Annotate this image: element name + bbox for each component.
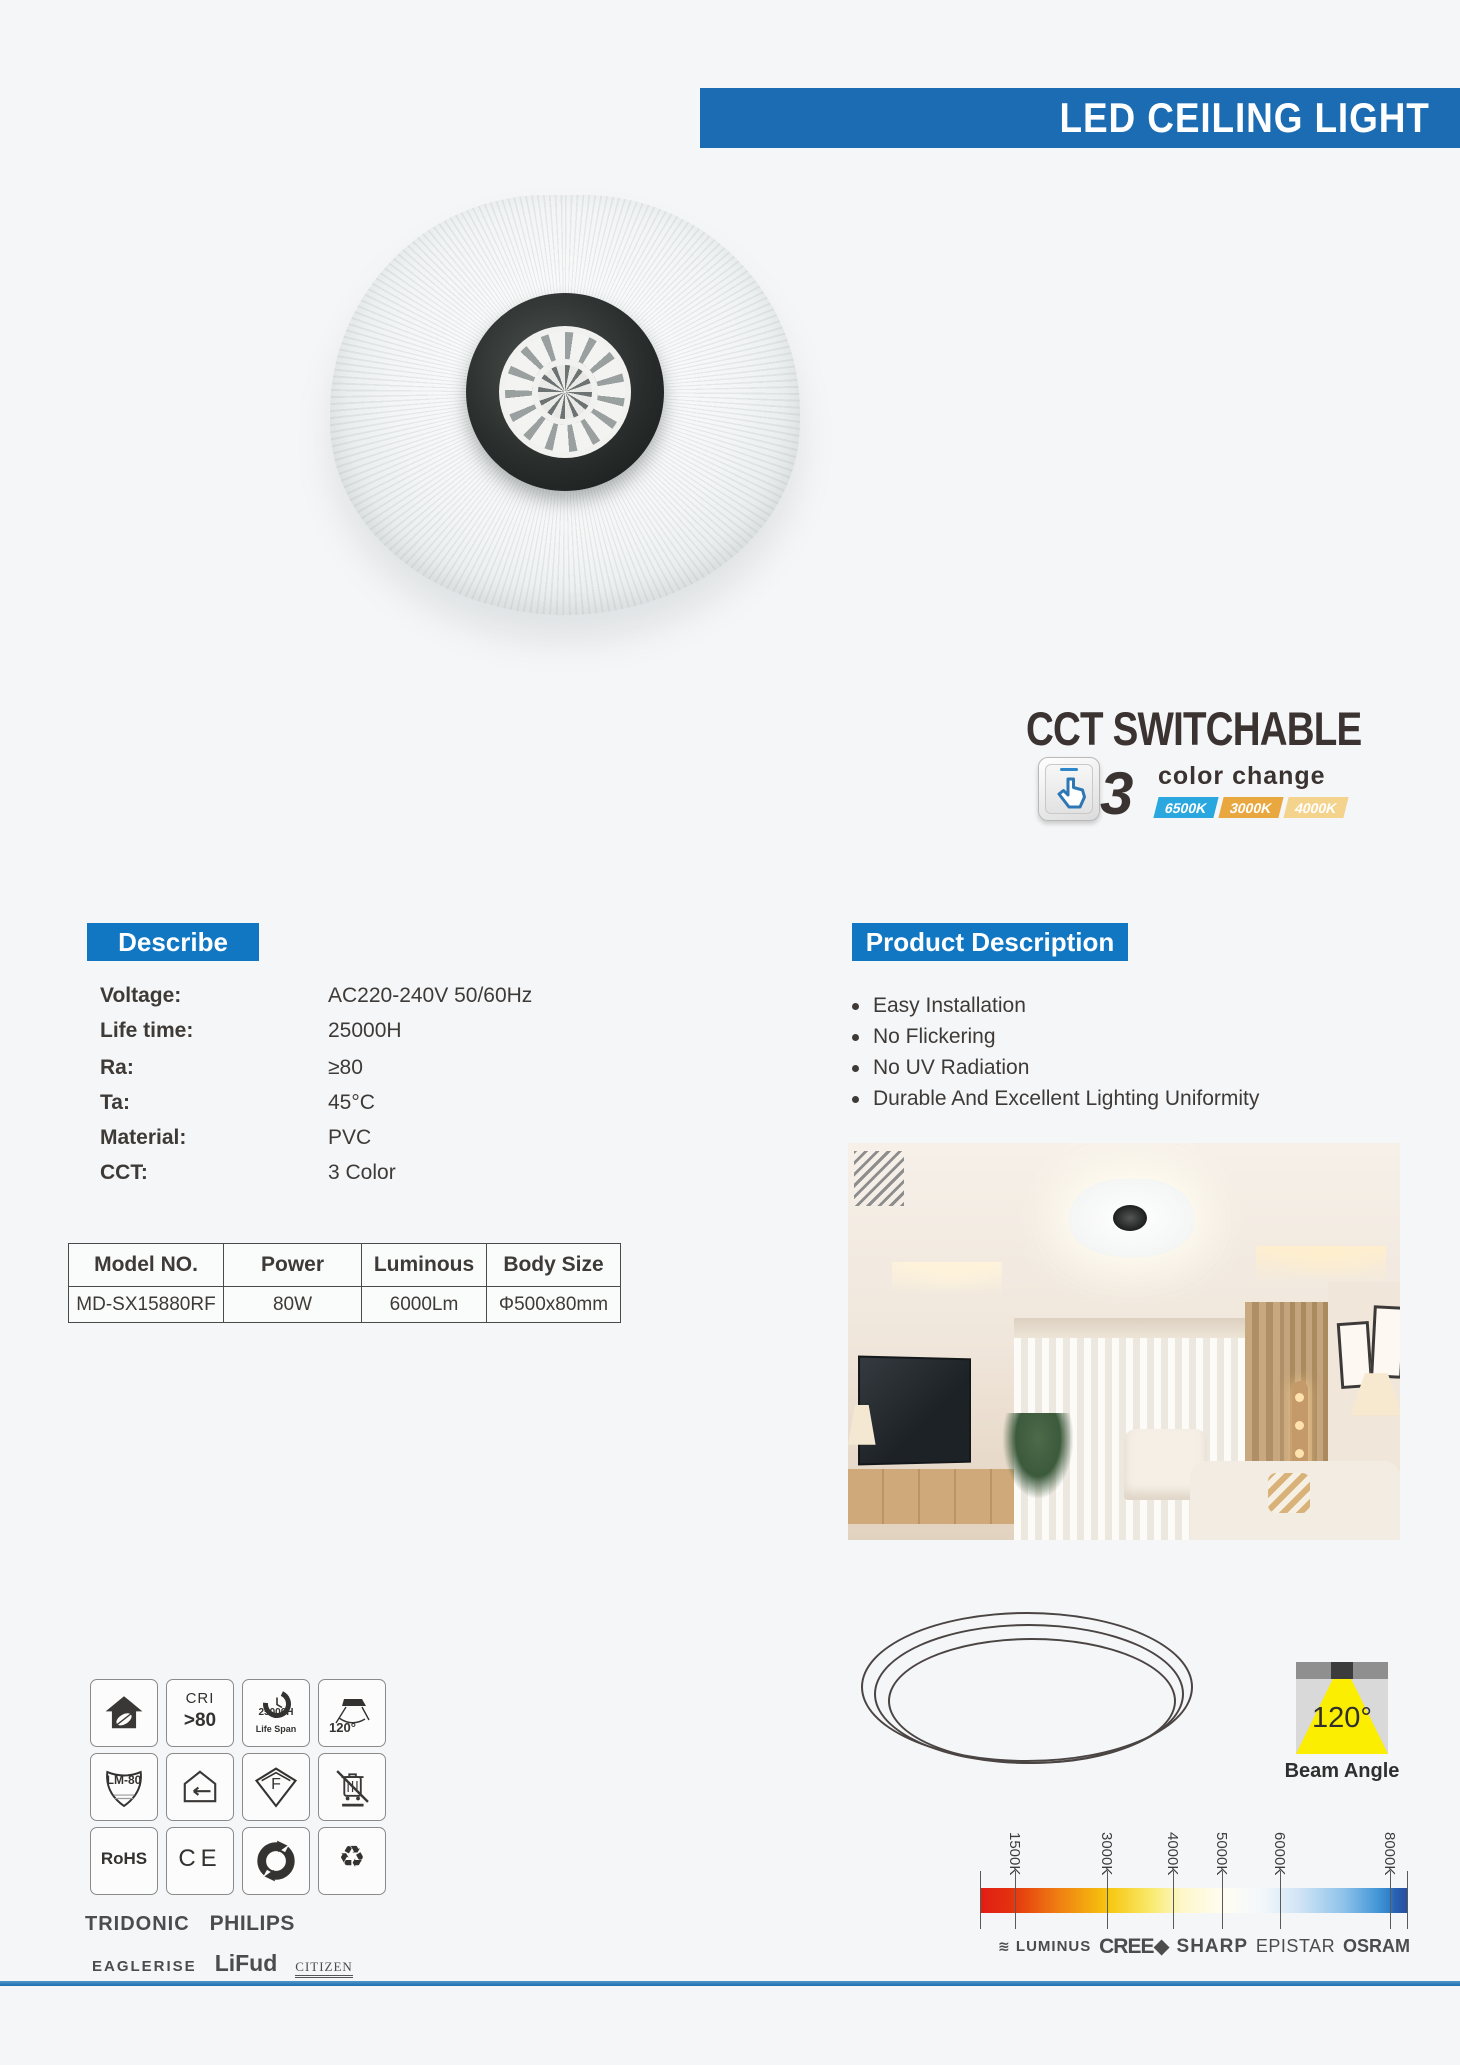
cri-label: CRI — [185, 1690, 215, 1707]
bullet-icon — [852, 1096, 859, 1103]
bullet-text: No Flickering — [873, 1025, 996, 1048]
spec-label: Ta: — [100, 1091, 130, 1114]
brand-osram: OSRAM — [1343, 1936, 1410, 1956]
brand-epistar: EPISTAR — [1255, 1936, 1336, 1956]
badge-4000k: 4000K — [1283, 797, 1348, 818]
cell-bodysize: Φ500x80mm — [487, 1287, 621, 1323]
beam-angle-icon — [1296, 1662, 1388, 1754]
plant — [1003, 1413, 1073, 1498]
badge-6500k: 6500K — [1153, 797, 1218, 818]
kelvin-label-3000: 3000K — [1098, 1832, 1115, 1876]
table-header-row — [69, 1244, 621, 1287]
driver-brands-row — [85, 1912, 295, 1936]
shield-icon — [101, 1764, 147, 1810]
spec-row-lifetime — [100, 1019, 660, 1049]
kelvin-label-6000: 6000K — [1271, 1832, 1288, 1876]
lifespan-hours: 25000H — [258, 1707, 294, 1718]
spec-value: ≥80 — [328, 1056, 363, 1079]
list-item — [852, 991, 1026, 1021]
rohs-label: RoHS — [100, 1849, 148, 1868]
cell-luminous: 6000Lm — [362, 1287, 487, 1323]
spec-row-material — [100, 1126, 660, 1156]
kelvin-tick — [1407, 1871, 1408, 1929]
f-label: F — [271, 1776, 281, 1793]
spec-value: 45°C — [328, 1091, 375, 1114]
page-title: LED CEILING LIGHT — [1059, 94, 1431, 141]
product-description-heading: Product Description — [852, 923, 1128, 961]
cell-model: MD-SX15880RF — [69, 1287, 224, 1323]
driver-brands-row2 — [92, 1950, 353, 1978]
spec-row-ra — [100, 1056, 660, 1086]
cct-badges — [1156, 797, 1346, 818]
color-change-label: color change — [1158, 762, 1326, 790]
zigzag-cushion — [1268, 1473, 1310, 1513]
kelvin-label-8000: 8000K — [1381, 1832, 1398, 1876]
badge-3000k: 3000K — [1218, 797, 1283, 818]
spec-label: Voltage: — [100, 984, 182, 1007]
cert-recycle — [318, 1827, 386, 1895]
cert-green-dot — [242, 1827, 310, 1895]
col-bodysize: Body Size — [487, 1244, 621, 1287]
list-item — [852, 1084, 1259, 1114]
describe-heading: Describe — [87, 923, 259, 961]
beam-angle-value: 120° — [329, 1720, 356, 1735]
brand-sharp: SHARP — [1176, 1935, 1249, 1957]
dimension-drawing-inner — [888, 1638, 1176, 1764]
spec-row-cct — [100, 1161, 660, 1191]
brand-cree: CREE◆ — [1099, 1935, 1169, 1958]
bullet-text: No UV Radiation — [873, 1056, 1030, 1079]
list-item — [852, 1022, 996, 1052]
product-image — [330, 195, 800, 615]
list-item — [852, 1053, 1029, 1083]
luminus-swoosh-icon: ≋ — [998, 1938, 1011, 1954]
cert-lifespan — [242, 1679, 310, 1747]
recessed-spots-left — [892, 1262, 1002, 1302]
house-leaf-icon — [103, 1692, 145, 1734]
lamp-center-disc — [499, 326, 631, 458]
brand-citizen: CITIZEN — [295, 1959, 353, 1978]
brand-luminus: ≋ LUMINUS — [998, 1938, 1092, 1955]
col-model: Model NO. — [69, 1244, 224, 1287]
cert-lm80 — [90, 1753, 158, 1821]
cert-cri — [166, 1679, 234, 1747]
bullet-icon — [852, 1065, 859, 1072]
kelvin-label-1500: 1500K — [1006, 1832, 1023, 1876]
hand-pointer-icon — [1053, 776, 1093, 818]
cert-rohs — [90, 1827, 158, 1895]
kelvin-tick — [980, 1871, 981, 1929]
beam-angle-value: 120° — [1312, 1702, 1372, 1734]
kelvin-gradient-bar — [980, 1888, 1407, 1913]
cert-f-mark — [242, 1753, 310, 1821]
brand-eaglerise: EAGLERISE — [92, 1958, 197, 1975]
kelvin-label-4000: 4000K — [1164, 1832, 1181, 1876]
spec-value: 3 Color — [328, 1161, 396, 1184]
tv-console — [848, 1469, 1014, 1525]
recycle-icon: ♻ — [338, 1840, 366, 1875]
cert-double-insulated — [166, 1753, 234, 1821]
spec-value: PVC — [328, 1126, 372, 1149]
brand-lifud: LiFud — [214, 1950, 278, 1976]
header-banner — [700, 88, 1460, 148]
switch-indicator — [1060, 768, 1078, 771]
spec-value: AC220-240V 50/60Hz — [328, 984, 533, 1007]
cell-power: 80W — [224, 1287, 362, 1323]
color-count: 3 — [1100, 760, 1134, 827]
switch-icon — [1038, 757, 1100, 821]
brand-tridonic: TRIDONIC — [85, 1913, 190, 1935]
green-dot-icon — [254, 1839, 298, 1883]
tv — [858, 1356, 971, 1466]
cri-value: >80 — [183, 1710, 217, 1731]
spec-label: Ra: — [100, 1056, 134, 1079]
fixture-block — [1331, 1662, 1353, 1679]
ce-label: CE — [178, 1845, 222, 1872]
spec-row-ta — [100, 1091, 660, 1121]
lm80-label: LM-80 — [106, 1773, 142, 1787]
lamp-core-pattern — [532, 359, 598, 425]
col-power: Power — [224, 1244, 362, 1287]
beam-angle-label: Beam Angle — [1284, 1760, 1400, 1782]
lamp-center-ring — [466, 293, 664, 491]
model-table — [68, 1243, 621, 1323]
picture-frame — [1371, 1305, 1400, 1379]
col-luminous: Luminous — [362, 1244, 487, 1287]
cert-beam-angle — [318, 1679, 386, 1747]
spec-row-voltage — [100, 984, 660, 1014]
bullet-text: Durable And Excellent Lighting Uniformity — [873, 1087, 1260, 1110]
lifespan-label: Life Span — [255, 1724, 297, 1734]
bullet-icon — [852, 1003, 859, 1010]
bullet-text: Easy Installation — [873, 994, 1026, 1017]
footer-rule — [0, 1981, 1460, 1986]
bullet-icon — [852, 1034, 859, 1041]
brand-philips: PHILIPS — [209, 1912, 295, 1935]
cert-eco-house — [90, 1679, 158, 1747]
spec-label: Life time: — [100, 1019, 194, 1042]
air-vent — [854, 1151, 904, 1206]
cert-weee — [318, 1753, 386, 1821]
room-photo — [848, 1143, 1400, 1540]
spec-label: Material: — [100, 1126, 187, 1149]
weee-bin-icon — [330, 1765, 374, 1809]
cct-switchable-title: CCT SWITCHABLE — [1026, 702, 1362, 755]
ceiling-light-center — [1113, 1205, 1147, 1231]
cert-ce — [166, 1827, 234, 1895]
house-arrow-icon — [179, 1766, 221, 1808]
kelvin-label-5000: 5000K — [1213, 1832, 1230, 1876]
led-brands-row — [998, 1934, 1410, 1959]
spec-label: CCT: — [100, 1161, 148, 1184]
spec-value: 25000H — [328, 1019, 402, 1042]
table-row — [69, 1287, 621, 1323]
